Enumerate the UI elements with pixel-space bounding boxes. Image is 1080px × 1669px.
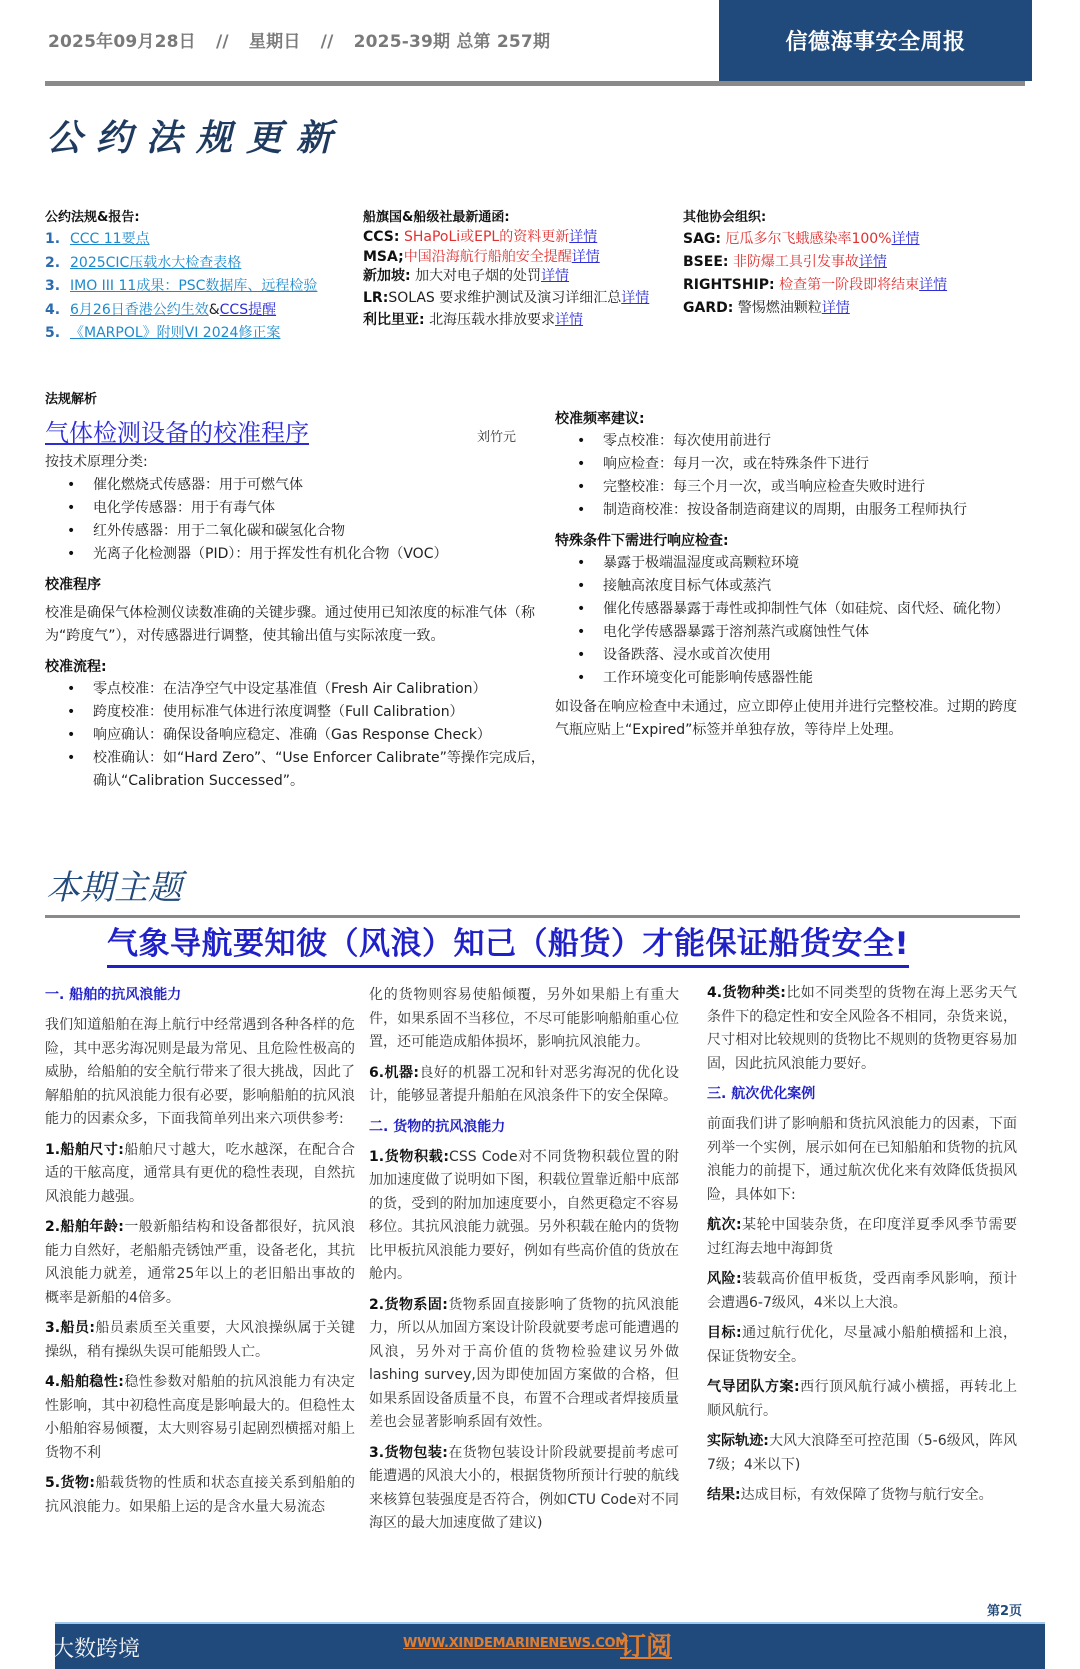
- conventions-column: [45, 208, 355, 346]
- list-item: • 催化燃烧式传感器：用于可燃气体: [67, 474, 545, 497]
- list-item: • 响应确认：确保设备响应稳定、准确（Gas Response Check）: [67, 724, 545, 747]
- column-heading: 船旗国&船级社最新通函:: [363, 210, 510, 225]
- details-link[interactable]: 详情: [555, 312, 584, 328]
- item-text: 良好的机器工况和针对恶劣海况的优化设计，能够显著提升船舶在风浪条件下的安全保障。: [369, 1064, 679, 1104]
- paragraph: [707, 1268, 1017, 1315]
- item-label: 1.货物积载:: [369, 1148, 450, 1165]
- separator: //: [215, 32, 229, 52]
- list-item: • 红外传感器：用于二氧化碳和碳氢化合物: [67, 520, 545, 543]
- item-text: 大风大浪降至可控范围（5-6级风，阵风7级；4米以下): [707, 1433, 1017, 1473]
- watermark-text: 大数跨境: [52, 1637, 141, 1662]
- column-heading: 公约法规&报告:: [45, 210, 140, 225]
- paragraph: [707, 1214, 1017, 1261]
- page-number: 第2页: [987, 1604, 1023, 1619]
- list-item: • 校准确认：如“Hard Zero”、“Use Enforcer Calibrate”等操作完成后，确认“Calibration Successed”。: [67, 747, 545, 793]
- convention-link[interactable]: IMO III 11成果：PSC数据库、远程检验: [70, 278, 318, 294]
- details-link[interactable]: 详情: [569, 229, 598, 245]
- ampersand: &: [208, 301, 220, 318]
- circular-row: [363, 311, 683, 331]
- item-text: 在货物包装设计阶段就要提前考虑可能遭遇的风浪大小的，根据货物所预计行驶的航线来核算包装强度是否符合，例如CTU Code对不同海区的最大加速度做了建议): [369, 1444, 679, 1531]
- convention-link[interactable]: 《MARPOL》附则VI 2024修正案: [70, 325, 281, 341]
- paragraph: [369, 1294, 679, 1435]
- list-item: • 光离子化检测器（PID）：用于挥发性有机化合物（VOC）: [67, 543, 545, 566]
- special-conditions-list: [577, 552, 1025, 690]
- convention-link[interactable]: 2025CIC压载水大检查表格: [70, 254, 242, 271]
- weekday: 星期日: [248, 32, 301, 52]
- details-link[interactable]: 详情: [919, 277, 948, 293]
- item-text: CSS Code对不同货物积载位置的附加加速度做了说明如下图，积载位置靠近船中底部的货，受到的附加加速度要小，自然更稳定不容易移位。其抗风浪能力就强。另外积载在舱内的货物比甲板抗风浪能力要好，例如有些高价值的货放在舱内。: [369, 1148, 679, 1282]
- org-label: BSEE:: [683, 254, 729, 270]
- list-item: [45, 275, 355, 299]
- circular-title: 加大对电子烟的处罚: [415, 268, 542, 284]
- item-label: 实际轨迹:: [707, 1433, 769, 1449]
- separator: //: [320, 32, 334, 52]
- paragraph: [707, 1322, 1017, 1369]
- convention-link[interactable]: 6月26日香港公约生效: [70, 301, 209, 318]
- list-item: • 工作环境变化可能影响传感器性能: [577, 667, 1025, 690]
- item-number: 4.: [45, 301, 61, 318]
- paragraph: 我们知道船舶在海上航行中经常遇到各种各样的危险，其中恶劣海况则是最为常见、且危险性极高的威胁，给船舶的安全航行带来了很大挑战，因此了解船舶的抗风浪能力很有必要，影响船舶的抗风浪能力的因素众多，下面我简单列出来六项供参考:: [45, 1017, 355, 1127]
- item-label: 风险:: [707, 1271, 742, 1287]
- classify-intro: 按技术原理分类:: [45, 454, 148, 470]
- item-text: 达成目标，有效保障了货物与航行安全。: [740, 1487, 993, 1503]
- theme-headline: 气象导航要知彼（风浪）知己（船货）才能保证船货安全!: [107, 918, 909, 968]
- item-number: 1.: [45, 231, 61, 247]
- convention-link[interactable]: CCC 11要点: [70, 231, 150, 247]
- org-label: SAG:: [683, 231, 722, 247]
- item-text: 通过航行优化，尽量减小船舶横摇和上浪，保证货物安全。: [707, 1325, 1017, 1365]
- item-label: 4.货物种类:: [707, 985, 786, 1001]
- publication-brand: 信德海事安全周报: [719, 0, 1032, 81]
- list-item: [45, 228, 355, 252]
- item-label: 气导团队方案:: [707, 1379, 800, 1395]
- article-column-3: [707, 982, 1017, 1515]
- notice-title: 检查第一阶段即将结束: [779, 277, 920, 293]
- details-link[interactable]: 详情: [821, 300, 850, 316]
- flag-class-column: [363, 208, 683, 331]
- list-item: [45, 299, 355, 323]
- org-label: CCS:: [363, 229, 400, 245]
- subscribe-link[interactable]: 订阅: [620, 1632, 673, 1662]
- item-label: 4.船舶稳性:: [45, 1374, 124, 1390]
- notice-row: [683, 274, 1033, 297]
- other-orgs-column: [683, 208, 1033, 320]
- item-text: 装载高价值甲板货，受西南季风影响，预计会遭遇6-7级风，4米以上大浪。: [707, 1271, 1017, 1311]
- item-label: 6.机器:: [369, 1064, 419, 1081]
- org-label: RIGHTSHIP:: [683, 277, 775, 293]
- list-item: • 催化传感器暴露于毒性或抑制性气体（如硅烷、卤代烃、硫化物）: [577, 598, 1025, 621]
- org-label: LR:: [363, 289, 389, 306]
- item-text: 货物系固直接影响了货物的抗风浪能力，所以从加固方案设计阶段就要考虑可能遭遇的风浪，另外对于高价值的货物检验建议另外做lashing survey,因为即使加固方案做的合格，但如果系固设备质量不良，布置不合理或者焊接质量差也会显著影响系固有效性。: [369, 1296, 679, 1430]
- item-label: 5.货物:: [45, 1475, 95, 1491]
- frequency-list: [577, 430, 1025, 522]
- paragraph: [707, 982, 1017, 1076]
- org-label: 利比里亚:: [363, 312, 425, 328]
- footer-bar: [55, 1622, 1045, 1669]
- list-item: [45, 252, 355, 276]
- analysis-headline-link[interactable]: 气体检测设备的校准程序: [45, 419, 309, 447]
- paragraph: [45, 1139, 355, 1210]
- list-item: • 制造商校准：按设备制造商建议的周期，由服务工程师执行: [577, 499, 1025, 522]
- item-number: 3.: [45, 278, 61, 294]
- list-item: • 暴露于极端温湿度或高颗粒环境: [577, 552, 1025, 575]
- column-heading: 其他协会组织:: [683, 210, 767, 225]
- notice-row: [683, 251, 1033, 274]
- item-label: 1.船舶尺寸:: [45, 1141, 124, 1158]
- analysis-left: [45, 388, 545, 793]
- org-label: GARD:: [683, 300, 734, 316]
- item-number: 2.: [45, 254, 61, 271]
- item-text: 西行顶风航行减小横摇，再转北上顺风航行。: [707, 1379, 1017, 1419]
- paragraph: [369, 1442, 679, 1536]
- article-column-1: [45, 984, 355, 1526]
- item-text: 船员素质至关重要，大风浪操纵属于关键操纵，稍有操纵失误可能船毁人亡。: [45, 1320, 355, 1360]
- circular-title: 北海压载水排放要求: [429, 312, 556, 328]
- procedure-text: 校准是确保气体检测仪读数准确的关键步骤。通过使用已知浓度的标准气体（称为“跨度气”），对传感器进行调整，使其输出值与实际浓度一致。: [45, 605, 535, 644]
- header-divider: [45, 81, 1025, 86]
- item-label: 2.船舶年龄:: [45, 1219, 124, 1235]
- item-label: 目标:: [707, 1325, 742, 1341]
- subsection-heading: 一. 船舶的抗风浪能力: [45, 987, 182, 1003]
- watermark-logo-icon: ◔◔: [6, 1635, 48, 1661]
- flow-heading: 校准流程:: [45, 659, 107, 675]
- details-link[interactable]: 详情: [571, 248, 600, 265]
- circular-row: [363, 289, 683, 309]
- ccs-reminder-link[interactable]: CCS提醒: [219, 301, 277, 318]
- notice-row: [683, 297, 1033, 320]
- subsection-heading: 二. 货物的抗风浪能力: [369, 1118, 506, 1135]
- subsection-heading: 三. 航次优化案例: [707, 1086, 816, 1102]
- website-link[interactable]: WWW.XINDEMARINENEWS.COM: [403, 1636, 628, 1651]
- special-conditions-heading: 特殊条件下需进行响应检查:: [555, 533, 729, 549]
- paragraph: [45, 1371, 355, 1465]
- list-item: • 零点校准：每次使用前进行: [577, 430, 1025, 453]
- list-item: [45, 322, 355, 346]
- item-text: 稳性参数对船舶的抗风浪能力有决定性影响，其中初稳性高度是影响最大的。但稳性太小船舶容易倾覆，太大则容易引起剧烈横摇对船上货物不利: [45, 1374, 355, 1461]
- paragraph: 前面我们讲了影响船和货抗风浪能力的因素，下面列举一个实例，展示如何在已知船舶和货物的抗风浪能力的前提下，通过航次优化来有效降低货损风险，具体如下:: [707, 1116, 1017, 1203]
- list-item: • 电化学传感器暴露于溶剂蒸汽或腐蚀性气体: [577, 621, 1025, 644]
- sensor-type-list: [67, 474, 545, 566]
- paragraph: [707, 1430, 1017, 1477]
- calibration-flow-list: [67, 678, 545, 793]
- circular-title: 中国沿海航行船舶安全提醒: [403, 248, 572, 265]
- analysis-right: [555, 408, 1025, 742]
- item-label: 结果:: [707, 1487, 741, 1503]
- dateline: [48, 27, 564, 52]
- notice-title: 警惕燃油颗粒: [737, 300, 822, 316]
- notice-row: [683, 228, 1033, 251]
- watermark: [6, 1632, 140, 1663]
- paragraph: [45, 1216, 355, 1310]
- paragraph: 化的货物则容易使船倾覆，另外如果船上有重大件，如果系固不当移位，不尽可能影响船舶重心位置，还可能造成船体损坏，影响抗风浪能力。: [369, 987, 679, 1050]
- details-link[interactable]: 详情: [891, 231, 920, 247]
- list-item: • 完整校准：每三个月一次，或当响应检查失败时进行: [577, 476, 1025, 499]
- item-text: 比如不同类型的货物在海上恶劣天气条件下的稳定性和安全风险各不相同，杂货来说，尺寸相对比较规则的货物比不规则的货物更容易加固，因此抗风浪能力要好。: [707, 985, 1017, 1072]
- section-title: 公约法规更新: [46, 118, 347, 159]
- circular-row: [363, 267, 683, 287]
- item-label: 3.船员:: [45, 1320, 95, 1336]
- theme-section-title: 本期主题: [46, 868, 182, 908]
- author: 刘竹元: [477, 430, 517, 445]
- notice-title: 非防爆工具引发事故: [732, 254, 859, 270]
- circular-row: [363, 248, 683, 268]
- paragraph: [45, 1317, 355, 1364]
- list-item: • 响应检查：每月一次，或在特殊条件下进行: [577, 453, 1025, 476]
- org-label: MSA;: [363, 248, 404, 265]
- masthead: [0, 0, 1080, 85]
- notice-title: 厄瓜多尔飞蛾感染率100%: [725, 231, 892, 247]
- procedure-heading: 校准程序: [45, 577, 101, 593]
- item-text: 船载货物的性质和状态直接关系到船舶的抗风浪能力。如果船上运的是含水量大易流态: [45, 1475, 355, 1515]
- item-label: 2.货物系固:: [369, 1296, 448, 1313]
- issue-number: 2025-39期 总第 257期: [353, 32, 551, 52]
- paragraph: [45, 1472, 355, 1519]
- conventions-list: [45, 228, 355, 346]
- paragraph: [369, 1062, 679, 1109]
- item-label: 3.货物包装:: [369, 1444, 448, 1461]
- analysis-kicker: 法规解析: [45, 392, 98, 407]
- item-label: 航次:: [707, 1217, 742, 1233]
- list-item: • 设备跌落、浸水或首次使用: [577, 644, 1025, 667]
- paragraph: [707, 1376, 1017, 1423]
- paragraph: [369, 1146, 679, 1287]
- circular-row: [363, 228, 683, 248]
- closing-note: 如设备在响应检查中未通过，应立即停止使用并进行完整校准。过期的跨度气瓶应贴上“Expired”标签并单独存放，等待岸上处理。: [555, 699, 1017, 738]
- circular-title: SHaPoLi或EPL的资料更新: [403, 229, 570, 245]
- details-link[interactable]: 详情: [858, 254, 887, 270]
- details-link[interactable]: 详情: [621, 289, 650, 306]
- list-item: • 零点校准：在洁净空气中设定基准值（Fresh Air Calibration）: [67, 678, 545, 701]
- list-item: • 电化学传感器：用于有毒气体: [67, 497, 545, 520]
- frequency-heading: 校准频率建议:: [555, 411, 645, 427]
- list-item: • 跨度校准：使用标准气体进行浓度调整（Full Calibration）: [67, 701, 545, 724]
- paragraph: [707, 1484, 1017, 1508]
- org-label: 新加坡:: [363, 268, 411, 284]
- details-link[interactable]: 详情: [541, 268, 570, 284]
- item-text: 船舶尺寸越大，吃水越深，在配合合适的干舷高度，通常具有更优的稳性表现，自然抗风浪能力越强。: [45, 1141, 355, 1205]
- item-text: 一般新船结构和设备都很好，抗风浪能力自然好，老船船壳锈蚀严重，设备老化，其抗风浪能力就差，通常25年以上的老旧船出事故的概率是新船的4倍多。: [45, 1219, 355, 1306]
- list-item: • 接触高浓度目标气体或蒸汽: [577, 575, 1025, 598]
- article-column-2: [369, 984, 679, 1543]
- issue-date: 2025年09月28日: [48, 32, 196, 52]
- item-number: 5.: [45, 325, 61, 341]
- circular-title: SOLAS 要求维护测试及演习详细汇总: [388, 289, 622, 306]
- item-text: 某轮中国装杂货，在印度洋夏季风季节需要过红海去地中海卸货: [707, 1217, 1017, 1257]
